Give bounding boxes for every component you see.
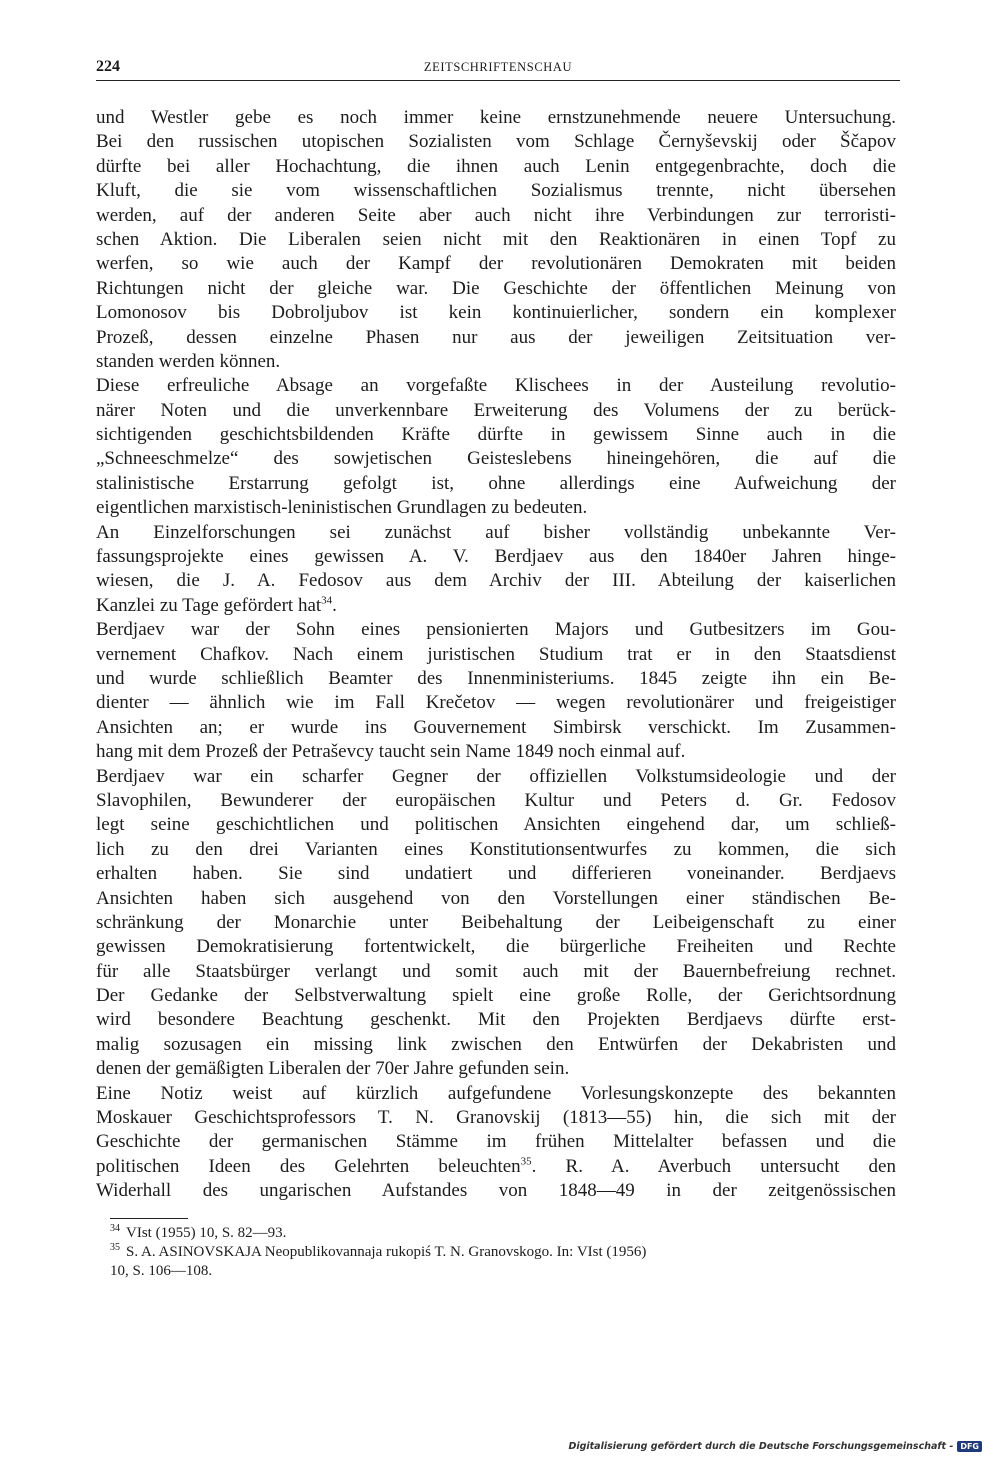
text-line: Kanzlei zu Tage gefördert hat$^{34}$.: [96, 594, 337, 616]
text-line: für alle Staatsbürger verlangt und somit auch mit der Bauernbefreiung rechnet.: [96, 960, 896, 982]
text-line: Widerhall des ungarischen Aufstandes von 1848—49 in der zeitgenössischen: [96, 1180, 896, 1202]
text-line: Prozeß, dessen einzelne Phasen nur aus der jeweiligen Zeitsituation ver-: [96, 326, 896, 348]
footnote: [110, 1243, 900, 1262]
text-line: wird besondere Beachtung geschenkt. Mit den Projekten Berdjaevs dürfte erst-: [96, 1009, 896, 1031]
text-line: Ansichten an; er wurde ins Gouvernement Simbirsk verschickt. Im Zusammen-: [96, 716, 896, 738]
text-line: wiesen, die J. A. Fedosov aus dem Archiv der III. Abteilung der kaiserlichen: [96, 570, 896, 592]
footnote-divider: [110, 1218, 188, 1219]
text-line: An Einzelforschungen sei zunächst auf bisher vollständig unbekannte Ver-: [96, 521, 896, 543]
text-segment: politischen Ideen des Gelehrten beleuchten: [96, 1155, 521, 1177]
text-line: dürfte bei aller Hochachtung, die ihnen auch Lenin entgegenbrachte, doch die: [96, 155, 896, 177]
dfg-logo-icon: DFG: [957, 1441, 982, 1452]
text-line: Slavophilen, Bewunderer der europäischen Kultur und Peters d. Gr. Fedosov: [96, 789, 896, 811]
text-line: Lomonosov bis Dobroljubov ist kein kontinuierlicher, sondern ein komplexer: [96, 302, 896, 324]
paragraph: [96, 521, 896, 619]
paragraph: [96, 106, 896, 374]
footnote-ref[interactable]: 35: [520, 1155, 532, 1168]
text-line: Der Gedanke der Selbstverwaltung spielt eine große Rolle, der Gerichtsordnung: [96, 985, 896, 1007]
text-line: lich zu den drei Varianten eines Konstitutionsentwurfes zu kommen, die sich: [96, 838, 896, 860]
text-line: werfen, so wie auch der Kampf der revolutionären Demokraten mit beiden: [96, 253, 896, 275]
text-line: Richtungen nicht der gleiche war. Die Geschichte der öffentlichen Meinung von: [96, 277, 896, 299]
text-line: vernement Chafkov. Nach einem juristischen Studium trat er in den Staatsdienst: [96, 643, 896, 665]
text-line: hang mit dem Prozeß der Petraševcy taucht sein Name 1849 noch einmal auf.: [96, 741, 686, 763]
text-line: „Schneeschmelze“ des sowjetischen Geisteslebens hineingehören, die auf die: [96, 448, 896, 470]
page-header: [96, 56, 900, 81]
text-line: Bei den russischen utopischen Sozialisten vom Schlage Černyševskij oder Ščapov: [96, 131, 896, 153]
text-line: Eine Notiz weist auf kürzlich aufgefundene Vorlesungskonzepte des bekannten: [96, 1082, 896, 1104]
text-line: werden, auf der anderen Seite aber auch nicht ihre Verbindungen zur terroristi-: [96, 204, 896, 226]
text-line: malig sozusagen ein missing link zwischen den Entwürfen der Dekabristen und: [96, 1033, 896, 1055]
text-line: Moskauer Geschichtsprofessors T. N. Granovskij (1813—55) hin, die sich mit der: [96, 1107, 896, 1129]
text-line: Ansichten haben sich ausgehend von den Vorstellungen einer ständischen Be-: [96, 887, 896, 909]
text-line: schen Aktion. Die Liberalen seien nicht mit den Reaktionären in einen Topf zu: [96, 228, 896, 250]
paragraph: [96, 1082, 896, 1204]
paragraph: [96, 618, 896, 764]
page-number: 224: [96, 58, 120, 75]
text-line: Geschichte der germanischen Stämme im frühen Mittelalter befassen und die: [96, 1131, 896, 1153]
text-line: gewissen Demokratisierung fortentwickelt, die bürgerliche Freiheiten und Rechte: [96, 936, 896, 958]
text-line: Berdjaev war der Sohn eines pensionierten Majors und Gutbesitzers im Gou-: [96, 619, 896, 641]
text-line: närer Noten und die unverkennbare Erweiterung des Volumens der zu berück-: [96, 399, 896, 421]
credit-text: Digitalisierung gefördert durch die Deutsche Forschungsgemeinschaft -: [568, 1441, 954, 1452]
text-line: und wurde schließlich Beamter des Innenministeriums. 1845 zeigte ihn ein Be-: [96, 667, 896, 689]
text-line: denen der gemäßigten Liberalen der 70er Jahre gefunden sein.: [96, 1058, 570, 1080]
text-line: fassungsprojekte eines gewissen A. V. Berdjaev aus den 1840er Jahren hinge-: [96, 546, 896, 568]
text-line: [96, 1155, 896, 1179]
text-line: dienter — ähnlich wie im Fall Krečetov — wegen revolutionärer und freigeistiger: [96, 692, 896, 714]
text-line: legt seine geschichtlichen und politischen Ansichten eingehend dar, um schließ-: [96, 814, 896, 836]
footnote-continuation: 10, S. 106—108.: [110, 1263, 213, 1279]
text-line: Kluft, die sie vom wissenschaftlichen Sozialismus trennte, nicht übersehen: [96, 180, 896, 202]
text-line: Berdjaev war ein scharfer Gegner der offiziellen Volkstumsideologie und der: [96, 765, 896, 787]
paragraph: [96, 765, 896, 1082]
text-line: standen werden können.: [96, 350, 281, 372]
text-segment: Kanzlei zu Tage gefördert hat: [96, 594, 322, 616]
footnotes: [110, 1224, 900, 1281]
text-line: Diese erfreuliche Absage an vorgefaßte Klischees in der Austeilung revolutio-: [96, 375, 896, 397]
text-segment: . R. A. Averbuch untersucht den: [531, 1155, 896, 1177]
text-line: und Westler gebe es noch immer keine ernstzunehmende neuere Untersuchung.: [96, 107, 896, 128]
article-body: [96, 106, 896, 1204]
footnote-text: S. A. ASINOVSKAJA Neopublikovannaja rukopiś T. N. Granovskogo. In: VIst (1956): [126, 1244, 647, 1260]
footnote: [110, 1224, 900, 1243]
text-line: erhalten haben. Sie sind undatiert und differieren voneinander. Berdjaevs: [96, 863, 896, 885]
text-line: schränkung der Monarchie unter Beibehaltung der Leibeigenschaft zu einer: [96, 911, 896, 933]
footnote-mark: 34: [110, 1223, 120, 1234]
text-line: eigentlichen marxistisch-leninistischen Grundlagen zu bedeuten.: [96, 497, 588, 519]
paragraph: [96, 374, 896, 520]
text-line: sichtigenden geschichtsbildenden Kräfte dürfte in gewissem Sinne auch in die: [96, 424, 896, 446]
running-head: ZEITSCHRIFTENSCHAU: [423, 60, 573, 74]
text-line: stalinistische Erstarrung gefolgt ist, ohne allerdings eine Aufweichung der: [96, 472, 896, 494]
footnote-ref[interactable]: 34: [321, 594, 333, 607]
footnote-mark: 35: [110, 1242, 120, 1253]
footnote-text: VIst (1955) 10, S. 82—93.: [126, 1225, 287, 1241]
digitization-credit: [568, 1441, 982, 1452]
